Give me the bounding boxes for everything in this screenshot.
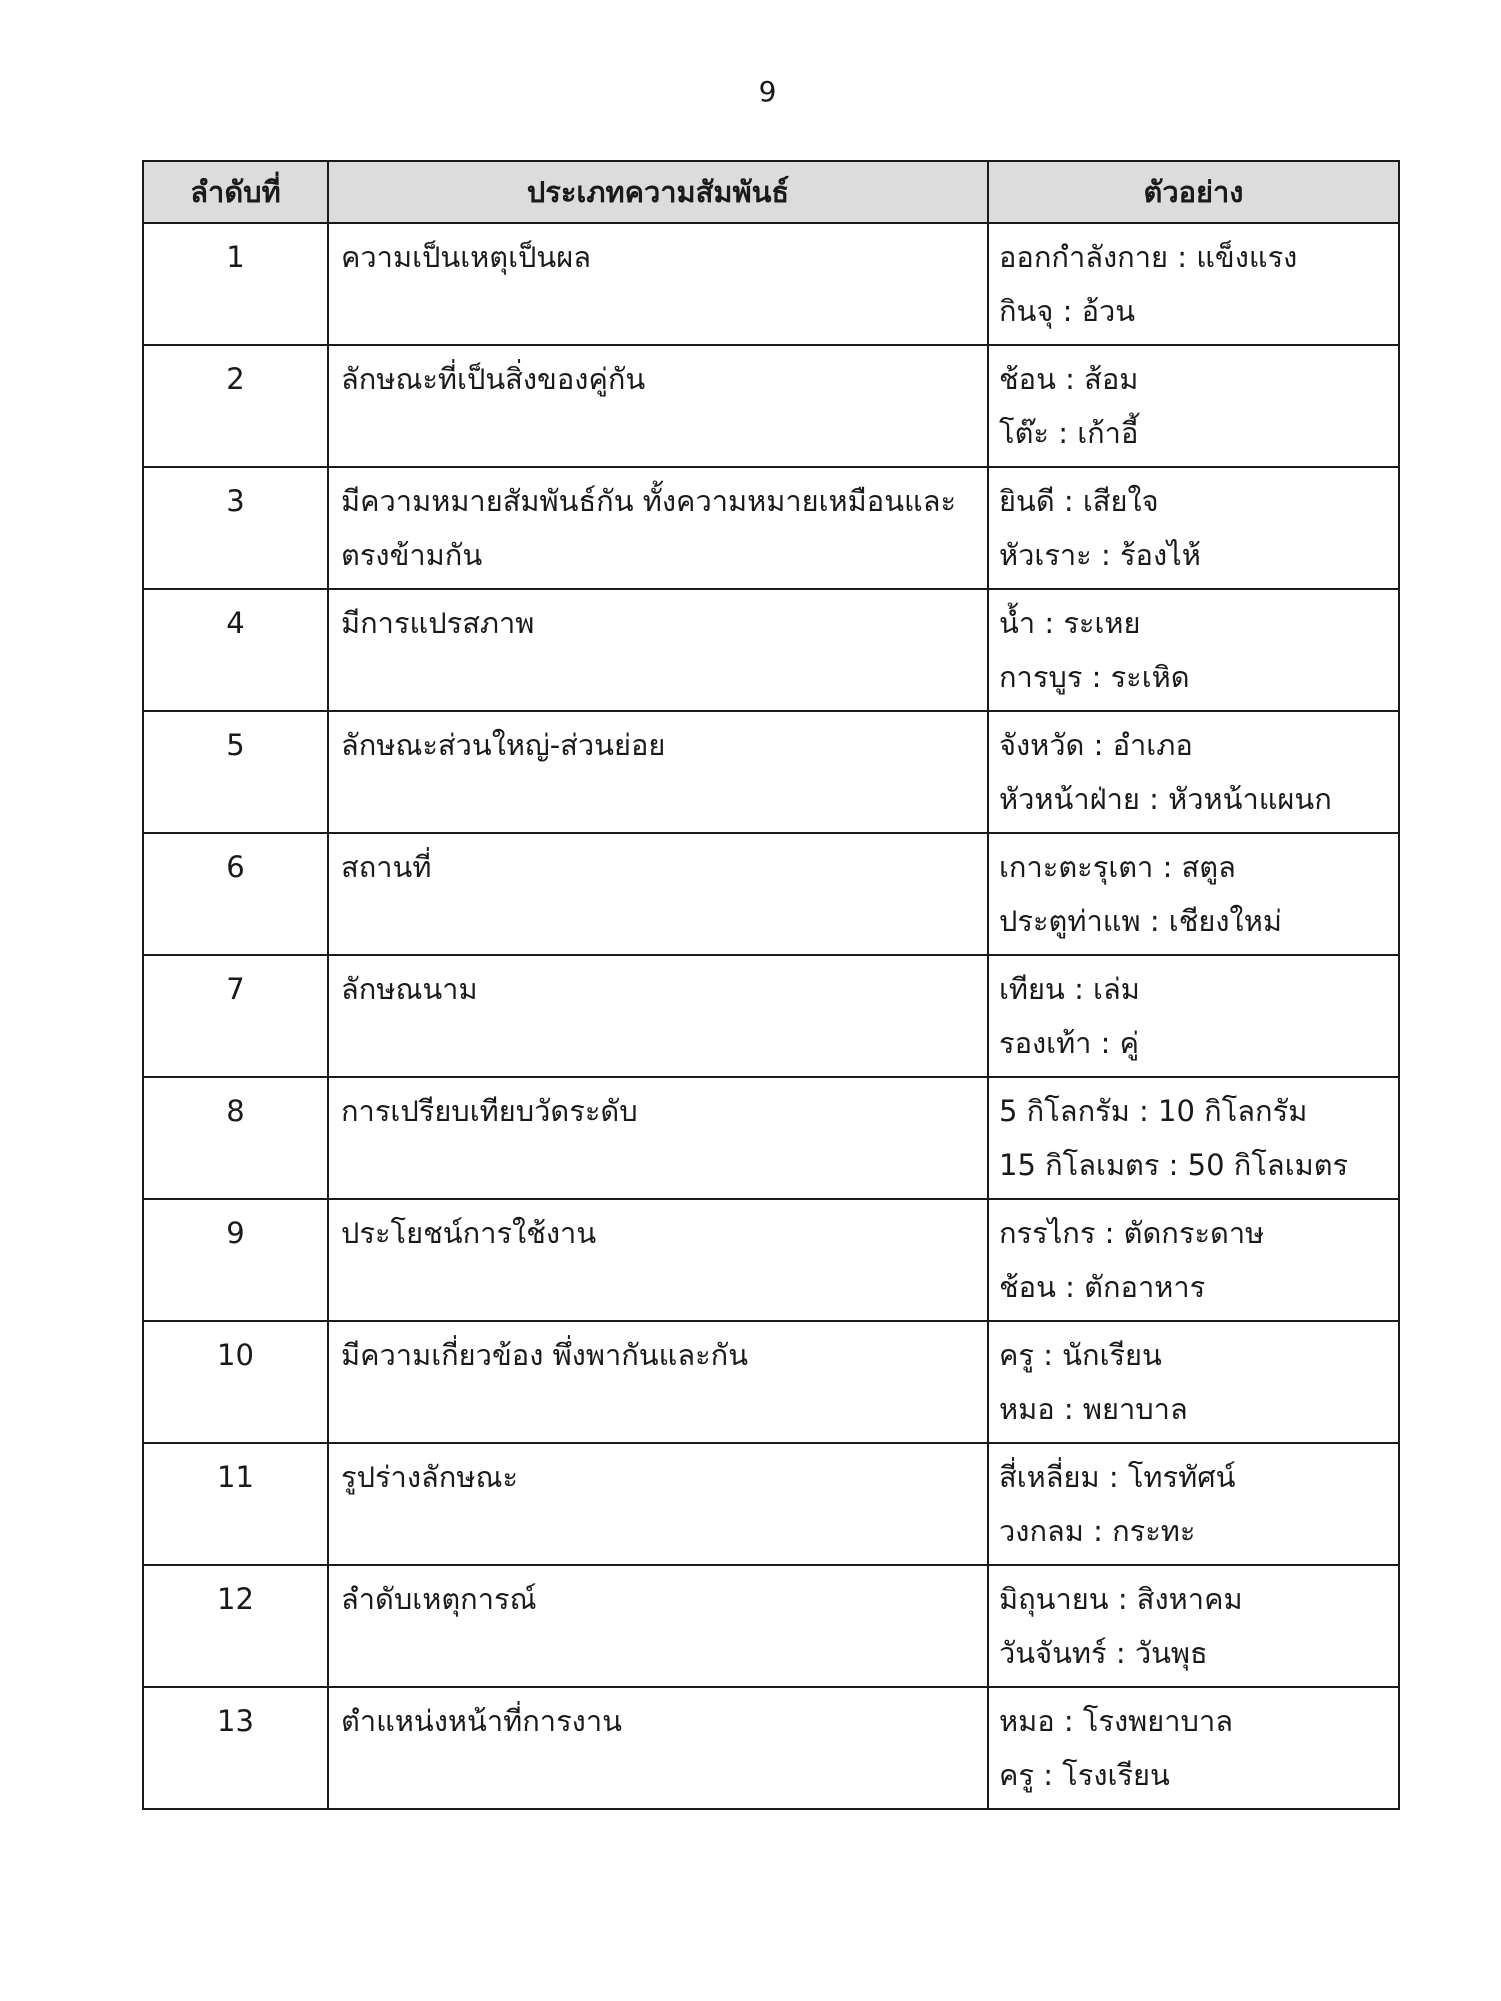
table-row	[143, 223, 1399, 345]
table-row	[143, 1443, 1399, 1565]
example-line-1: ออกกำลังกาย : แข็งแรง	[999, 240, 1298, 274]
row-relation-type: รูปร่างลักษณะ	[328, 1443, 988, 1565]
example-line-2: หัวเราะ : ร้องไห้	[999, 538, 1201, 572]
row-order: 12	[143, 1565, 328, 1687]
example-line-2: กินจุ : อ้วน	[999, 294, 1136, 328]
header-example: ตัวอย่าง	[988, 161, 1399, 223]
table-row	[143, 955, 1399, 1077]
example-line-1: เกาะตะรุเตา : สตูล	[999, 850, 1236, 884]
row-relation-type: ลำดับเหตุการณ์	[328, 1565, 988, 1687]
header-order: ลำดับที่	[143, 161, 328, 223]
row-relation-type: การเปรียบเทียบวัดระดับ	[328, 1077, 988, 1199]
example-line-1: ยินดี : เสียใจ	[999, 484, 1159, 518]
example-line-1: น้ำ : ระเหย	[999, 606, 1141, 640]
example-line-2: โต๊ะ : เก้าอี้	[999, 416, 1139, 450]
row-relation-type: ประโยชน์การใช้งาน	[328, 1199, 988, 1321]
table-row	[143, 1199, 1399, 1321]
header-relation-type: ประเภทความสัมพันธ์	[328, 161, 988, 223]
row-order: 7	[143, 955, 328, 1077]
row-relation-type: มีการแปรสภาพ	[328, 589, 988, 711]
row-example	[988, 955, 1399, 1077]
example-line-2: วันจันทร์ : วันพุธ	[999, 1636, 1208, 1670]
example-line-2: ครู : โรงเรียน	[999, 1758, 1170, 1792]
row-example	[988, 589, 1399, 711]
row-example	[988, 345, 1399, 467]
table-row	[143, 711, 1399, 833]
row-order: 2	[143, 345, 328, 467]
row-relation-type: ตำแหน่งหน้าที่การงาน	[328, 1687, 988, 1809]
example-line-1: ช้อน : ส้อม	[999, 362, 1139, 396]
row-relation-type: ลักษณนาม	[328, 955, 988, 1077]
row-order: 5	[143, 711, 328, 833]
row-example	[988, 467, 1399, 589]
example-line-2: ประตูท่าแพ : เชียงใหม่	[999, 904, 1282, 938]
example-line-2: รองเท้า : คู่	[999, 1026, 1140, 1060]
row-relation-type: ลักษณะส่วนใหญ่-ส่วนย่อย	[328, 711, 988, 833]
row-order: 11	[143, 1443, 328, 1565]
example-line-1: ครู : นักเรียน	[999, 1338, 1162, 1372]
row-order: 6	[143, 833, 328, 955]
table-row	[143, 1321, 1399, 1443]
example-line-1: มิถุนายน : สิงหาคม	[999, 1582, 1243, 1616]
table-row	[143, 1687, 1399, 1809]
row-order: 3	[143, 467, 328, 589]
example-line-1: กรรไกร : ตัดกระดาษ	[999, 1216, 1265, 1250]
row-example	[988, 223, 1399, 345]
table-row	[143, 345, 1399, 467]
page-number: 9	[758, 75, 777, 108]
row-example	[988, 1077, 1399, 1199]
table-row	[143, 1077, 1399, 1199]
table-row	[143, 467, 1399, 589]
example-line-1: เทียน : เล่ม	[999, 972, 1140, 1006]
example-line-2: หัวหน้าฝ่าย : หัวหน้าแผนก	[999, 782, 1332, 816]
example-line-1: หมอ : โรงพยาบาล	[999, 1704, 1234, 1738]
table-row	[143, 833, 1399, 955]
example-line-2: ช้อน : ตักอาหาร	[999, 1270, 1206, 1304]
row-relation-type: ลักษณะที่เป็นสิ่งของคู่กัน	[328, 345, 988, 467]
relationship-table	[142, 160, 1400, 1810]
row-example	[988, 1199, 1399, 1321]
row-example	[988, 1443, 1399, 1565]
example-line-2: วงกลม : กระทะ	[999, 1514, 1196, 1548]
row-example	[988, 711, 1399, 833]
row-example	[988, 1321, 1399, 1443]
example-line-1: สี่เหลี่ยม : โทรทัศน์	[999, 1460, 1236, 1494]
row-order: 9	[143, 1199, 328, 1321]
row-example	[988, 1687, 1399, 1809]
example-line-2: การบูร : ระเหิด	[999, 660, 1190, 694]
table-row	[143, 1565, 1399, 1687]
example-line-1: จังหวัด : อำเภอ	[999, 728, 1193, 762]
row-order: 13	[143, 1687, 328, 1809]
row-example	[988, 833, 1399, 955]
table-row	[143, 589, 1399, 711]
row-relation-type: สถานที่	[328, 833, 988, 955]
table-header-row	[143, 161, 1399, 223]
row-relation-type: ความเป็นเหตุเป็นผล	[328, 223, 988, 345]
row-order: 1	[143, 223, 328, 345]
row-order: 10	[143, 1321, 328, 1443]
example-line-2: หมอ : พยาบาล	[999, 1392, 1188, 1426]
example-line-2: 15 กิโลเมตร : 50 กิโลเมตร	[999, 1148, 1349, 1182]
row-relation-type: มีความเกี่ยวข้อง พึ่งพากันและกัน	[328, 1321, 988, 1443]
row-relation-type: มีความหมายสัมพันธ์กัน ทั้งความหมายเหมือนและตรงข้ามกัน	[328, 467, 988, 589]
row-order: 4	[143, 589, 328, 711]
row-example	[988, 1565, 1399, 1687]
row-order: 8	[143, 1077, 328, 1199]
example-line-1: 5 กิโลกรัม : 10 กิโลกรัม	[999, 1094, 1308, 1128]
